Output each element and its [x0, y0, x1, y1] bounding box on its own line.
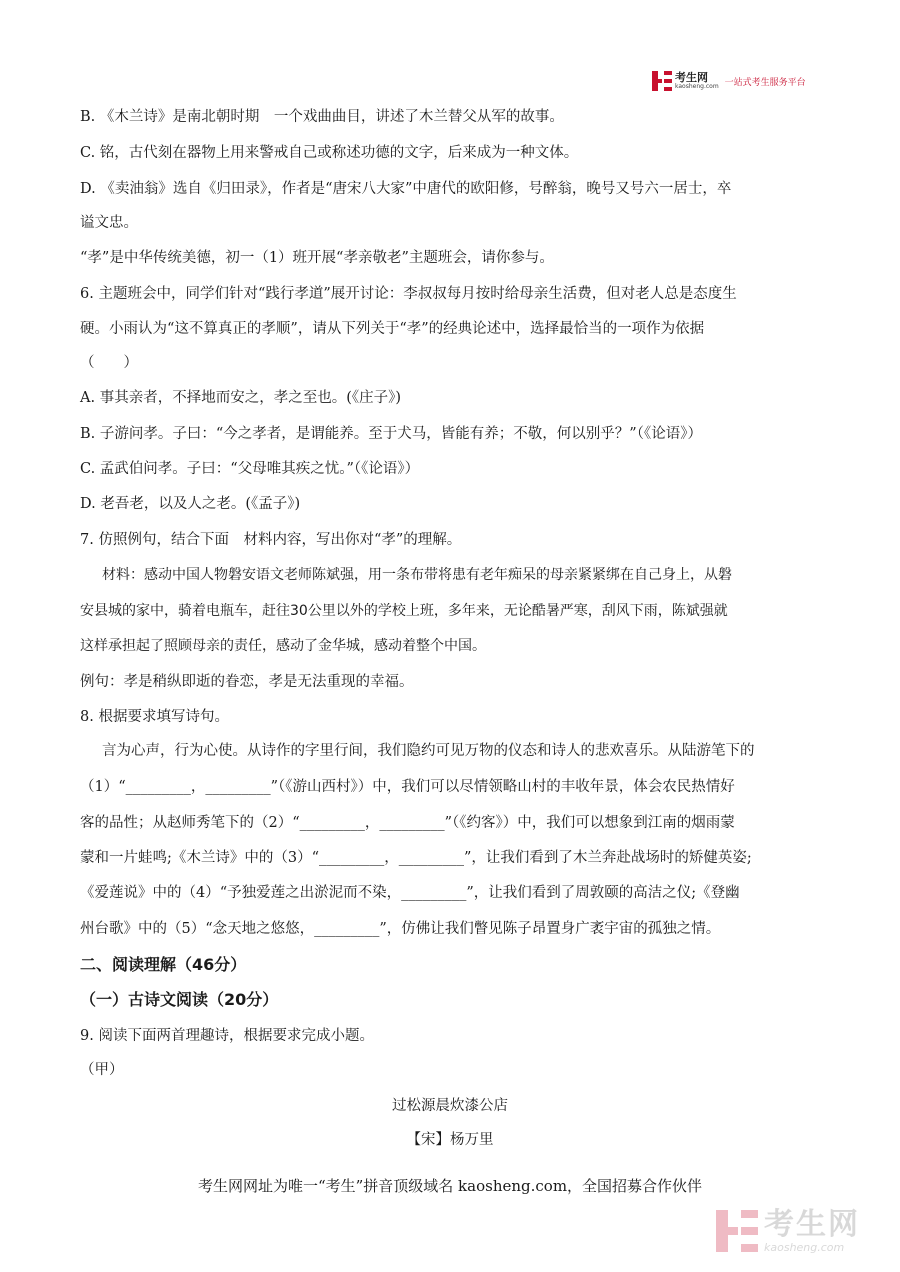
- brand-domain: kaosheng.com: [675, 83, 719, 90]
- watermark-name: 考生网: [764, 1206, 860, 1242]
- question-6-option-b: B. 子游问孝。子曰：“今之孝者，是谓能养。至于犬马，皆能有养；不敬，何以别乎？”（《论语》）: [80, 426, 702, 442]
- question-8-line6: 州台歌》中的（5）“念天地之悠悠，_________”，仿佛让我们瞥见陈子昂置身广袤宇宙的孤独之情。: [80, 921, 721, 937]
- watermark-logo: [716, 1204, 886, 1258]
- footer-notice: 考生网网址为唯一“考生”拼音顶级域名 kaosheng.com，全国招募合作伙伴: [197, 1177, 703, 1195]
- question-6-line1: 6. 主题班会中，同学们针对“践行孝道”展开讨论：李叔叔每月按时给母亲生活费，但对老人总是态度生: [80, 286, 737, 302]
- poem-title: 过松源晨炊漆公店: [392, 1098, 508, 1114]
- question-8-line1: 言为心声，行为心使。从诗作的字里行间，我们隐约可见万物的仪态和诗人的悲欢喜乐。从陆游笔下的: [102, 743, 755, 759]
- brand-name: 考生网: [675, 71, 708, 84]
- kaosheng-logo-icon: [652, 71, 672, 91]
- material-line3: 这样承担起了照顾母亲的责任，感动了金华城，感动着整个中国。: [80, 638, 486, 654]
- question-6-line2: 硬。小雨认为“这不算真正的孝顺”，请从下列关于“孝”的经典论述中，选择最恰当的一项作为依据: [80, 321, 705, 337]
- material-line1: 材料：感动中国人物磐安语文老师陈斌强，用一条布带将患有老年痴呆的母亲紧紧绑在自己身上，从磐: [102, 567, 732, 583]
- option-c: C. 铭，古代刻在器物上用来警戒自己或称述功德的文字，后来成为一种文体。: [80, 145, 579, 161]
- question-7: 7. 仿照例句，结合下面 材料内容，写出你对“孝”的理解。: [80, 532, 462, 548]
- question-6-option-d: D. 老吾老，以及人之老。(《孟子》): [80, 496, 301, 512]
- poem-label-jia: （甲）: [80, 1062, 124, 1078]
- question-8: 8. 根据要求填写诗句。: [80, 709, 229, 725]
- question-6-option-a: A. 事其亲者，不择地而安之，孝之至也。(《庄子》): [80, 390, 402, 406]
- watermark-domain: kaosheng.com: [764, 1240, 845, 1254]
- question-6-answer-blank: （ ）: [80, 355, 138, 371]
- question-9: 9. 阅读下面两首理趣诗，根据要求完成小题。: [80, 1028, 374, 1044]
- question-8-line5: 《爱莲说》中的（4）“予独爱莲之出淤泥而不染，_________”，让我们看到了周敦颐的高洁之仪;《登幽: [80, 885, 740, 901]
- section-2-heading: 二、阅读理解（46分）: [80, 955, 247, 974]
- kaosheng-watermark-icon: [716, 1210, 758, 1252]
- example-sentence: 例句：孝是稍纵即逝的眷恋，孝是无法重现的幸福。: [80, 674, 414, 690]
- section-2-1-heading: （一）古诗文阅读（20分）: [80, 990, 279, 1009]
- option-d-line1: D. 《卖油翁》选自《归田录》，作者是“唐宋八大家”中唐代的欧阳修，号醉翁，晚号又号六一居士，卒: [80, 181, 732, 197]
- question-6-option-c: C. 孟武伯问孝。子曰：“父母唯其疾之忧。”（《论语》）: [80, 461, 420, 477]
- poem-author: 【宋】杨万里: [406, 1132, 494, 1148]
- brand-slogan: 一站式考生服务平台: [724, 77, 806, 88]
- option-b: B. 《木兰诗》是南北朝时期 一个戏曲曲目，讲述了木兰替父从军的故事。: [80, 109, 564, 125]
- brand-logo: [652, 70, 806, 92]
- option-d-line2: 谥文忠。: [80, 215, 138, 231]
- question-8-line2: （1）“_________，_________”（《游山西村》）中，我们可以尽情领略山村的丰收年景，体会农民热情好: [80, 779, 735, 795]
- material-line2: 安县城的家中，骑着电瓶车，赶往30公里以外的学校上班，多年来，无论酷暑严寒，刮风下雨，陈斌强就: [80, 603, 728, 619]
- section-intro: “孝”是中华传统美德，初一（1）班开展“孝亲敬老”主题班会，请你参与。: [80, 250, 554, 266]
- question-8-line4: 蒙和一片蛙鸣;《木兰诗》中的（3）“_________，_________”，让我们看到了木兰奔赴战场时的矫健英姿;: [80, 850, 752, 866]
- question-8-line3: 客的品性；从赵师秀笔下的（2）“_________，_________”（《约客》）中，我们可以想象到江南的烟雨蒙: [80, 815, 735, 831]
